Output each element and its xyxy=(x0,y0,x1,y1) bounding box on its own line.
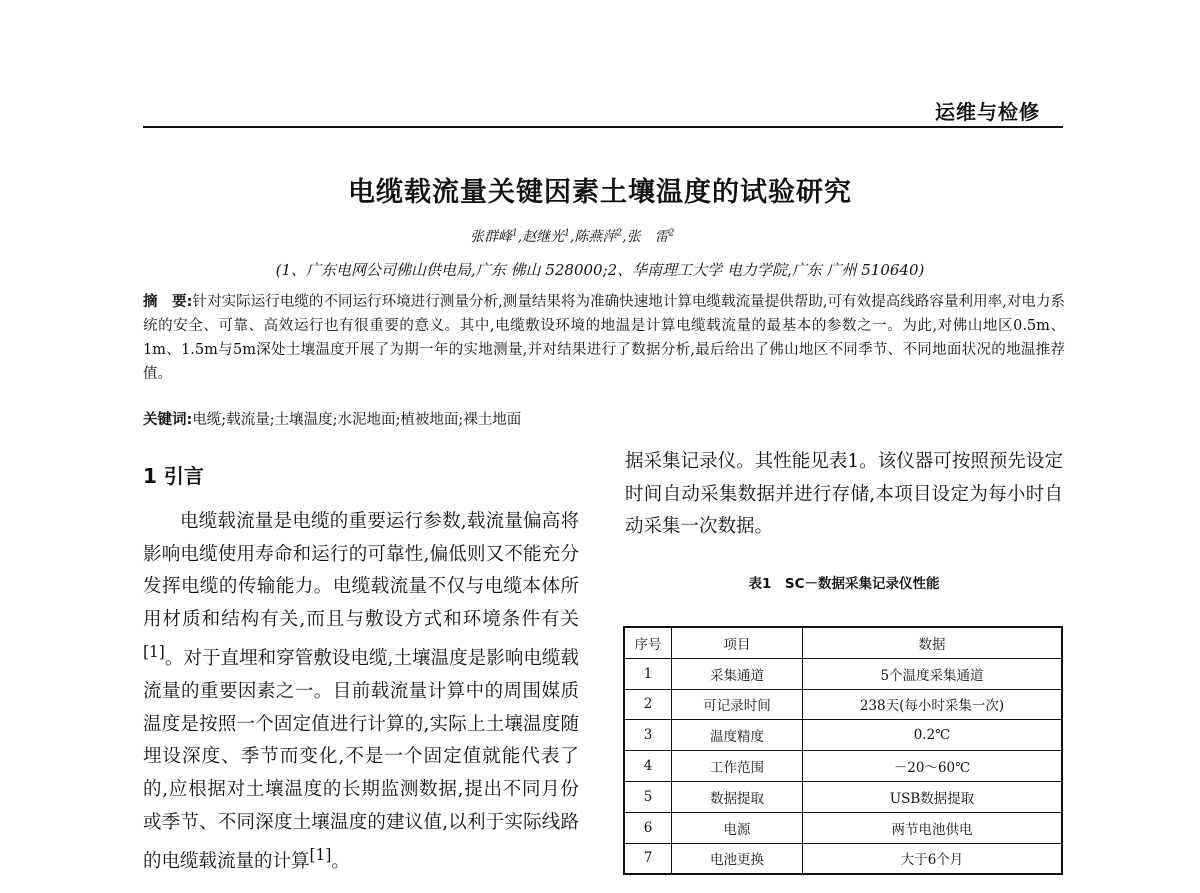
table-cell: 数据提取 xyxy=(672,781,803,812)
table-row xyxy=(624,689,1062,720)
citation-ref: [1] xyxy=(143,643,165,662)
keywords-label: 关键词: xyxy=(143,412,193,428)
table-cell: 3 xyxy=(624,720,672,751)
table-cell: 电源 xyxy=(672,812,803,843)
table-caption: 表1 SC－数据采集记录仪性能 xyxy=(748,576,940,592)
author-list: 张群峰$^1$,赵继光$^1$,陈燕萍$^2$,张 雷$^2$ xyxy=(470,228,675,245)
table-cell: 两节电池供电 xyxy=(803,812,1063,843)
section-heading-introduction: 1 引言 xyxy=(143,464,204,488)
table-cell: 5 xyxy=(624,781,672,812)
paragraph-text-cont: 。对于直埋和穿管敷设电缆,土壤温度是影响电缆载流量的重要因素之一。目前载流量计算中的周围媒质温度是按照一个固定值进行计算的,实际上土壤温度随埋设深度、季节而变化,不是一个固定值就能代表了的,应根据对土壤温度的长期监测数据,提出不同月份或季节、不同深度土壤温度的建议值,以利于实际线路的电缆载流量的计算 xyxy=(143,648,579,873)
right-column-body xyxy=(625,446,1063,544)
author-affil-mark: 1 xyxy=(512,228,518,239)
table-row xyxy=(624,812,1062,843)
author-affil-mark: 2 xyxy=(616,228,623,239)
journal-section-label: 运维与检修 xyxy=(935,100,1040,124)
table-cell: 大于6个月 xyxy=(803,843,1063,874)
abstract xyxy=(143,290,1065,386)
table-row xyxy=(624,720,1062,751)
author-affil-mark: 2 xyxy=(668,228,675,239)
table-cell: 可记录时间 xyxy=(672,689,803,720)
article-title: 电缆载流量关键因素土壤温度的试验研究 xyxy=(348,177,852,208)
table-cell: 温度精度 xyxy=(672,720,803,751)
table-cell: USB数据提取 xyxy=(803,781,1063,812)
table-row xyxy=(624,751,1062,782)
table-cell: 6 xyxy=(624,812,672,843)
spec-table xyxy=(623,626,1063,875)
paragraph-text-end: 。 xyxy=(331,851,350,873)
table-cell: 4 xyxy=(624,751,672,782)
author-name: 赵继光 xyxy=(522,229,565,245)
table-cell: 0.2℃ xyxy=(803,720,1063,751)
table-cell: 5个温度采集通道 xyxy=(803,658,1063,689)
table-row xyxy=(624,781,1062,812)
author-name: 张群峰 xyxy=(470,229,512,245)
abstract-label: 摘 要: xyxy=(143,294,193,310)
right-column-paragraph: 据采集记录仪。其性能见表1。该仪器可按照预先设定时间自动采集数据并进行存储,本项目设定为每小时自动采集一次数据。 xyxy=(625,451,1063,537)
table-cell: 电池更换 xyxy=(672,843,803,874)
table-header-cell: 项目 xyxy=(672,627,803,658)
table-row xyxy=(624,658,1062,689)
introduction-paragraph xyxy=(143,506,579,879)
introduction-body xyxy=(143,506,579,879)
abstract-text: 针对实际运行电缆的不同运行环境进行测量分析,测量结果将为准确快速地计算电缆载流量提供帮助,可有效提高线路容量利用率,对电力系统的安全、可靠、高效运行也有很重要的意义。其中,电缆敷设环境的地温是计算电缆载流量的最基本的参数之一。为此,对佛山地区0.5m、1m、1.5m与5m深处土壤温度开展了为期一年的实地测量,并对结果进行了数据分析,最后给出了佛山地区不同季节、不同地面状况的地温推荐值。 xyxy=(143,294,1065,382)
table-cell: 7 xyxy=(624,843,672,874)
table-header-cell: 数据 xyxy=(803,627,1063,658)
table-header-row xyxy=(624,627,1062,658)
header-divider xyxy=(143,126,1063,128)
keywords-text: 电缆;载流量;土壤温度;水泥地面;植被地面;裸土地面 xyxy=(192,412,522,428)
citation-ref: [1] xyxy=(309,846,332,865)
table-row xyxy=(624,843,1062,874)
table-cell: －20～60℃ xyxy=(803,751,1063,782)
affiliation: (1、广东电网公司佛山供电局,广东 佛山 528000;2、华南理工大学 电力学院,广东 广州 510640) xyxy=(275,261,925,279)
table-header-cell: 序号 xyxy=(624,627,672,658)
table-cell: 工作范围 xyxy=(672,751,803,782)
table-cell: 2 xyxy=(624,689,672,720)
table-cell: 1 xyxy=(624,658,672,689)
author-name: 张 雷 xyxy=(626,229,669,245)
author-name: 陈燕萍 xyxy=(574,229,617,245)
keywords xyxy=(143,408,521,432)
table-cell: 采集通道 xyxy=(672,658,803,689)
table-cell: 238天(每小时采集一次) xyxy=(803,689,1063,720)
author-affil-mark: 1 xyxy=(564,228,570,239)
paragraph-text: 电缆载流量是电缆的重要运行参数,载流量偏高将影响电缆使用寿命和运行的可靠性,偏低则又不能充分发挥电缆的传输能力。电缆载流量不仅与电缆本体所用材质和结构有关,而且与敷设方式和环境条件有关 xyxy=(143,511,579,630)
